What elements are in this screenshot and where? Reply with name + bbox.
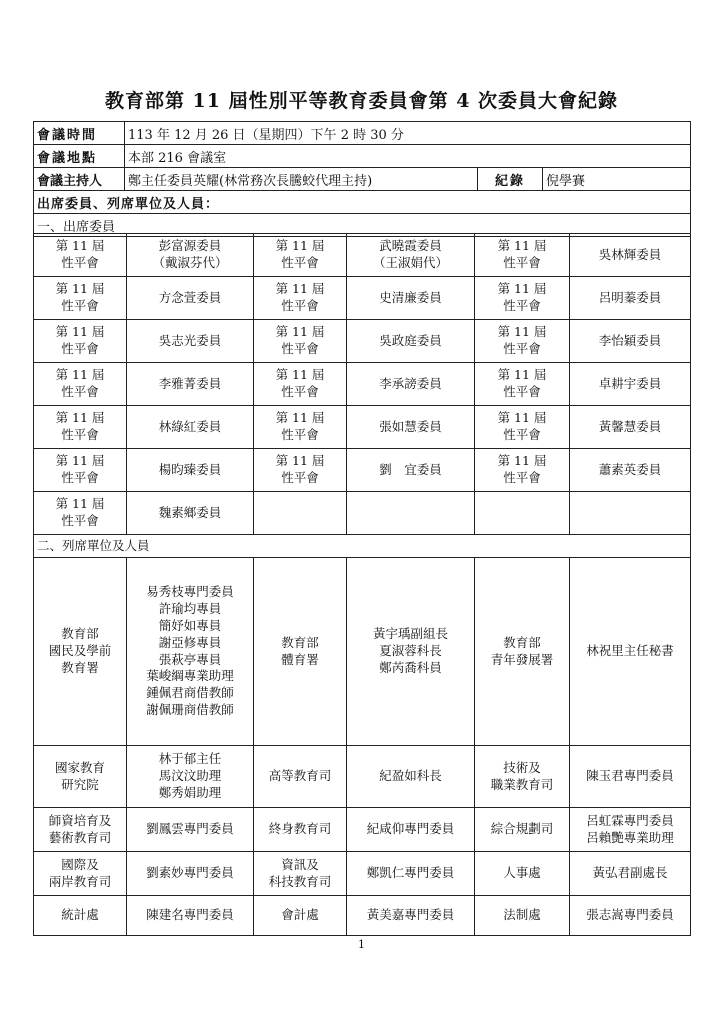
meeting-chair-label: 會議主持人: [34, 168, 125, 191]
unit-name-cell: [347, 808, 475, 852]
member-name-cell: [570, 492, 691, 535]
member-name-cell: [347, 234, 475, 277]
member-unit-cell: [34, 492, 127, 535]
unit-text: 青年發展署: [490, 651, 554, 667]
member-unit-cell: [254, 449, 347, 492]
unit-text: 教育部: [503, 634, 541, 650]
member-name-cell: [347, 363, 475, 406]
member-name-cell: [570, 449, 691, 492]
document-title: 教育部第 11 屆性別平等教育委員會第 4 次委員大會紀錄: [104, 90, 619, 112]
member-name-cell: [570, 363, 691, 406]
member-name-cell: [570, 277, 691, 320]
unit-unit-cell: [254, 746, 347, 808]
unit-row: [34, 896, 691, 936]
person-text: 張萩亭專員: [158, 651, 222, 667]
member-unit-cell: [34, 320, 127, 363]
member-unit-cell: [254, 492, 347, 535]
person-text: 李承謗委員: [379, 375, 442, 391]
unit-name-cell: [127, 808, 254, 852]
unit-text: 性平會: [61, 298, 99, 313]
unit-text: 研究院: [61, 776, 99, 792]
unit-text: 國民及學前: [48, 643, 112, 659]
member-unit-cell: [34, 449, 127, 492]
person-text: 武曉霞委員: [379, 238, 442, 254]
person-text: 黃弘君副處長: [592, 865, 668, 881]
member-name-cell: [347, 320, 475, 363]
unit-text: 第 11 屆: [497, 410, 547, 426]
member-name-cell: [347, 492, 475, 535]
person-text: 陳玉君專門委員: [586, 768, 674, 784]
person-text: 楊昀臻委員: [158, 461, 222, 477]
unit-text: 第 11 屆: [497, 453, 547, 469]
unit-text: 性平會: [503, 470, 541, 485]
member-unit-cell: [475, 449, 570, 492]
unit-unit-cell: [254, 558, 347, 746]
member-unit-cell: [475, 406, 570, 449]
member-row: [34, 234, 691, 277]
person-text: 方念萱委員: [158, 289, 222, 305]
person-text: 劉素妙專門委員: [146, 865, 234, 881]
unit-text: 藝術教育司: [48, 829, 112, 845]
person-text: 鄭凱仁專門委員: [366, 865, 455, 881]
page-number: 1: [358, 938, 365, 951]
member-name-cell: [127, 320, 254, 363]
member-row: [34, 449, 691, 492]
unit-text: 教育署: [61, 659, 99, 675]
unit-unit-cell: [475, 558, 570, 746]
unit-text: 性平會: [61, 427, 99, 442]
member-row: [34, 363, 691, 406]
member-row: [34, 492, 691, 535]
person-text: 紀咸仰專門委員: [366, 821, 455, 837]
unit-text: 技術及: [503, 759, 541, 775]
unit-text: 高等教育司: [268, 768, 332, 784]
member-row: [34, 406, 691, 449]
unit-name-cell: [570, 746, 691, 808]
unit-text: 科技教育司: [268, 873, 332, 889]
unit-text: 性平會: [61, 470, 99, 485]
units-heading-section: [34, 535, 691, 558]
unit-text: 國際及: [61, 856, 99, 872]
unit-unit-cell: [34, 746, 127, 808]
unit-text: 人事處: [503, 865, 541, 881]
person-text: 易秀枝專門委員: [146, 584, 234, 599]
unit-name-cell: [570, 896, 691, 936]
unit-text: 法制處: [503, 907, 541, 923]
member-unit-cell: [254, 363, 347, 406]
unit-text: 終身教育司: [268, 821, 332, 837]
unit-unit-cell: [254, 852, 347, 896]
member-row: [34, 277, 691, 320]
members-section: [34, 234, 691, 535]
person-text: 魏素鄉委員: [158, 504, 222, 520]
unit-unit-cell: [475, 896, 570, 936]
person-text: 李怡穎委員: [598, 332, 662, 348]
member-name-cell: [570, 234, 691, 277]
member-name-cell: [570, 406, 691, 449]
member-name-cell: [347, 449, 475, 492]
person-text: 紀盈如科長: [379, 768, 442, 784]
unit-text: 第 11 屆: [275, 367, 325, 383]
unit-name-cell: [127, 558, 254, 746]
unit-row: [34, 558, 691, 746]
member-name-cell: [127, 234, 254, 277]
unit-unit-cell: [475, 808, 570, 852]
unit-text: 體育署: [281, 651, 319, 667]
person-text: （戴淑芬代）: [152, 255, 228, 270]
member-unit-cell: [34, 363, 127, 406]
person-text: 馬汶汶助理: [158, 768, 222, 784]
person-text: 林祝里主任秘書: [586, 643, 674, 659]
meeting-time-value: 113 年 12 月 26 日（星期四）下午 2 時 30 分: [125, 122, 691, 145]
person-text: 張如慧委員: [379, 418, 442, 434]
unit-unit-cell: [34, 808, 127, 852]
person-text: 蕭素英委員: [598, 461, 662, 477]
unit-text: 國家教育: [54, 759, 105, 775]
unit-name-cell: [127, 896, 254, 936]
unit-text: 第 11 屆: [275, 324, 325, 340]
unit-text: 性平會: [61, 513, 99, 528]
person-text: 鄭芮喬科員: [379, 659, 442, 675]
unit-text: 第 11 屆: [55, 410, 105, 426]
person-text: 林于郁主任: [158, 751, 222, 767]
unit-text: 教育部: [281, 634, 319, 650]
unit-unit-cell: [254, 896, 347, 936]
person-text: 謝亞修專員: [158, 634, 222, 650]
unit-text: 性平會: [61, 384, 99, 399]
unit-text: 性平會: [281, 341, 319, 356]
unit-text: 性平會: [281, 298, 319, 313]
unit-text: 第 11 屆: [497, 367, 547, 383]
unit-text: 性平會: [503, 341, 541, 356]
person-text: 簡妤如專員: [158, 617, 222, 633]
unit-text: 第 11 屆: [55, 496, 105, 512]
person-text: 林綠紅委員: [158, 418, 222, 434]
member-name-cell: [127, 449, 254, 492]
member-unit-cell: [254, 320, 347, 363]
unit-text: 第 11 屆: [275, 238, 325, 254]
unit-text: 師資培育及: [48, 812, 112, 828]
unit-name-cell: [570, 558, 691, 746]
person-text: 卓耕宇委員: [598, 375, 662, 391]
unit-name-cell: [127, 852, 254, 896]
person-text: 李雅菁委員: [158, 375, 222, 391]
unit-text: 第 11 屆: [55, 367, 105, 383]
person-text: 葉峻綱專業助理: [146, 668, 234, 684]
unit-text: 性平會: [503, 384, 541, 399]
unit-unit-cell: [34, 558, 127, 746]
person-text: 謝佩珊商借教師: [146, 702, 234, 718]
unit-text: 第 11 屆: [497, 324, 547, 340]
unit-text: 統計處: [61, 907, 99, 923]
unit-text: 第 11 屆: [275, 410, 325, 426]
person-text: 黃宇瑀副組長: [372, 626, 448, 642]
unit-text: 資訊及: [281, 856, 319, 872]
unit-text: 性平會: [503, 298, 541, 313]
unit-text: 性平會: [503, 427, 541, 442]
unit-unit-cell: [475, 746, 570, 808]
person-text: 呂賴艷專業助理: [586, 829, 674, 845]
attendance-table: [33, 233, 691, 936]
unit-row: [34, 746, 691, 808]
person-text: 黃美嘉專門委員: [366, 907, 455, 923]
member-unit-cell: [254, 234, 347, 277]
person-text: 張志嵩專門委員: [586, 907, 674, 923]
member-unit-cell: [34, 277, 127, 320]
members-heading: 一、出席委員: [34, 214, 691, 237]
units-heading: 二、列席單位及人員: [34, 535, 691, 558]
unit-name-cell: [347, 852, 475, 896]
member-unit-cell: [475, 234, 570, 277]
unit-unit-cell: [34, 852, 127, 896]
unit-text: 性平會: [61, 255, 99, 270]
unit-text: 性平會: [61, 341, 99, 356]
member-unit-cell: [475, 277, 570, 320]
unit-text: 第 11 屆: [55, 324, 105, 340]
member-unit-cell: [34, 234, 127, 277]
unit-row: [34, 808, 691, 852]
member-name-cell: [347, 406, 475, 449]
unit-text: 性平會: [281, 470, 319, 485]
unit-row: [34, 852, 691, 896]
member-row: [34, 320, 691, 363]
person-text: 彭富源委員: [158, 238, 222, 254]
person-text: 鍾佩君商借教師: [146, 685, 234, 701]
person-text: 鄭秀娟助理: [158, 784, 222, 800]
recorder-label: 紀錄: [478, 168, 543, 191]
unit-unit-cell: [254, 808, 347, 852]
unit-text: 第 11 屆: [275, 281, 325, 297]
unit-name-cell: [347, 558, 475, 746]
person-text: 史清廉委員: [379, 289, 442, 305]
person-text: 黃馨慧委員: [598, 418, 662, 434]
person-text: 吳政庭委員: [379, 332, 442, 348]
unit-text: 性平會: [503, 255, 541, 270]
unit-text: 第 11 屆: [55, 453, 105, 469]
person-text: 呂明蓁委員: [598, 289, 662, 305]
person-text: 夏淑蓉科長: [379, 643, 442, 659]
meeting-place-value: 本部 216 會議室: [125, 145, 691, 168]
member-unit-cell: [475, 363, 570, 406]
member-name-cell: [127, 492, 254, 535]
unit-text: 職業教育司: [490, 776, 554, 792]
person-text: 吳志光委員: [158, 332, 222, 348]
unit-text: 教育部: [61, 626, 99, 642]
unit-text: 第 11 屆: [55, 238, 105, 254]
member-unit-cell: [475, 492, 570, 535]
units-section: [34, 558, 691, 936]
member-unit-cell: [34, 406, 127, 449]
unit-name-cell: [570, 808, 691, 852]
unit-text: 第 11 屆: [275, 453, 325, 469]
person-text: 劉 宜委員: [379, 461, 442, 477]
recorder-value: 倪學賽: [543, 168, 691, 191]
unit-text: 性平會: [281, 384, 319, 399]
unit-text: 會計處: [281, 907, 319, 923]
meeting-time-label: 會議時間: [34, 122, 125, 145]
member-name-cell: [570, 320, 691, 363]
attendees-heading: 出席委員、列席單位及人員：: [34, 191, 691, 214]
unit-unit-cell: [475, 852, 570, 896]
meeting-place-label: 會議地點: [34, 145, 125, 168]
person-text: （王淑娟代）: [372, 255, 448, 270]
unit-text: 第 11 屆: [55, 281, 105, 297]
member-name-cell: [347, 277, 475, 320]
member-name-cell: [127, 406, 254, 449]
unit-name-cell: [347, 896, 475, 936]
unit-unit-cell: [34, 896, 127, 936]
member-unit-cell: [475, 320, 570, 363]
member-name-cell: [127, 363, 254, 406]
unit-text: 性平會: [281, 427, 319, 442]
person-text: 許瑜均專員: [158, 600, 222, 616]
member-unit-cell: [254, 406, 347, 449]
unit-text: 第 11 屆: [497, 238, 547, 254]
unit-name-cell: [347, 746, 475, 808]
meeting-info-table: [33, 121, 691, 237]
member-unit-cell: [254, 277, 347, 320]
unit-name-cell: [570, 852, 691, 896]
person-text: 陳建名專門委員: [146, 907, 234, 923]
unit-text: 性平會: [281, 255, 319, 270]
unit-text: 兩岸教育司: [48, 873, 112, 889]
person-text: 劉鳳雲專門委員: [146, 821, 234, 837]
unit-text: 第 11 屆: [497, 281, 547, 297]
member-name-cell: [127, 277, 254, 320]
unit-name-cell: [127, 746, 254, 808]
person-text: 呂虹霖專門委員: [586, 812, 674, 828]
unit-text: 綜合規劃司: [490, 821, 554, 837]
meeting-chair-value: 鄭主任委員英耀(林常務次長騰蛟代理主持): [125, 168, 478, 191]
person-text: 吳林輝委員: [598, 246, 662, 262]
